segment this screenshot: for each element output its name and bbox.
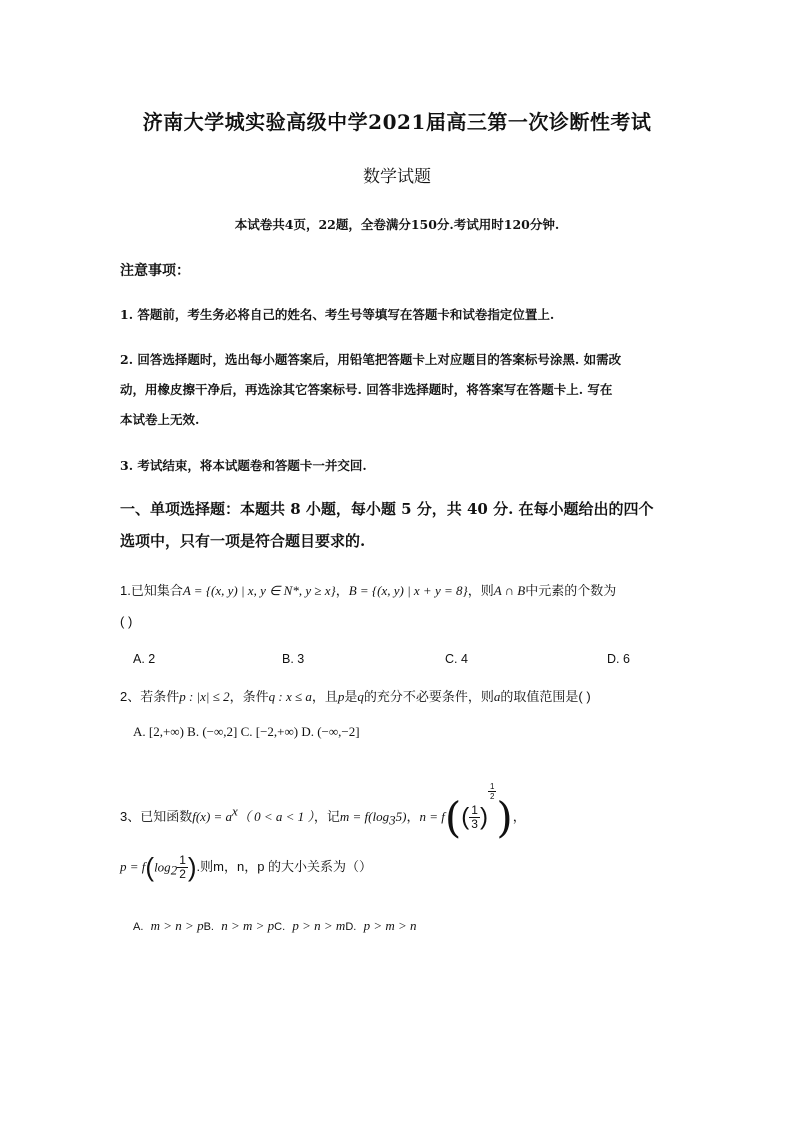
q1-option-b: B. 3: [282, 652, 305, 666]
q2-cond-p: p : |x| ≤ 2: [179, 689, 230, 704]
q3-func-exp: x: [232, 803, 238, 819]
question-1: [120, 580, 616, 599]
q3-m-end: 5): [395, 809, 407, 824]
q2-mid-2: ，且: [311, 689, 338, 704]
q3-p-expr: p = f: [120, 858, 146, 874]
q3-opt-b: n > m > p: [221, 918, 275, 933]
q1-paren: ( ): [120, 614, 133, 629]
q2-mid-1: ，条件: [229, 689, 269, 704]
q3-opt-b-label: B.: [203, 921, 214, 933]
notice-item-2-line-3: 本试卷上无效.: [120, 412, 200, 427]
exam-info: 本试卷共4页，22题，全卷满分150分.考试用时120分钟.: [234, 217, 560, 232]
q3-tail: ，: [512, 809, 526, 824]
section-1-heading-line-1: 一、单项选择题：本题共 8 小题，每小题 5 分，共 40 分. 在每小题给出的四个: [120, 500, 654, 518]
q2-var-p: p: [337, 689, 345, 704]
q3-func: f(x) = a: [192, 809, 233, 824]
q1-set-a: A = {(x, y) | x, y ∈ N*, y ≥ x}: [182, 583, 336, 598]
q3-m-expr: m = f(log: [339, 809, 390, 824]
q2-cond-q: q : x ≤ a: [268, 689, 312, 704]
q3-cond: （ 0 < a < 1 ）: [237, 809, 314, 824]
q3-mid-1: ，记: [313, 809, 340, 824]
q2-var-q: q: [357, 689, 364, 704]
q3-n-exponent: $\frac{1}{2}$: [489, 782, 495, 801]
section-1-heading-line-2: 选项中，只有一项是符合题目要求的.: [120, 532, 366, 550]
question-2: [120, 686, 591, 705]
q1-suffix: 中元素的个数为: [525, 583, 617, 598]
q3-suffix: .则m，n，p 的大小关系为（）: [196, 858, 373, 874]
q3-opt-d-label: D.: [345, 921, 357, 933]
q3-opt-c: p > n > m: [292, 918, 346, 933]
q1-option-d: D. 6: [607, 652, 630, 666]
q1-prefix: 1.已知集合: [120, 583, 183, 598]
notice-item-2-line-2: 动，用橡皮擦干净后，再选涂其它答案标号. 回答非选择题时，将答案写在答题卡上. 写在: [120, 382, 613, 397]
q1-set-b: B = {(x, y) | x + y = 8}: [348, 583, 468, 598]
question-3-line-1: 3、已知函数$f(x) = a^x$（ 0 < a < 1 ），记$m = f(\log_35)$，n = f(( $\frac{1}{3}$ ) $\frac{1}{2}$ )，: [120, 782, 526, 843]
q1-expr: A ∩ B: [493, 583, 526, 598]
q3-opt-a: m > n > p: [150, 918, 204, 933]
q3-opt-d: p > m > n: [363, 918, 417, 933]
notice-item-1: 1. 答题前，考生务必将自己的姓名、考生号等填写在答题卡和试卷指定位置上.: [120, 307, 555, 322]
notice-item-3: 3. 考试结束，将本试题卷和答题卡一并交回.: [120, 458, 367, 473]
question-3-line-2: $p = f(\log_2$ $\frac{1}{2}$ ).则m，n，p 的大小关系为（）: [120, 852, 373, 882]
q3-m-sub: 3: [389, 812, 396, 828]
q1-option-c: C. 4: [445, 652, 468, 666]
q3-opt-c-label: C.: [274, 921, 286, 933]
q3-log2: log: [154, 859, 171, 875]
q1-mid: ，则: [467, 583, 494, 598]
q2-var-a: a: [493, 689, 501, 704]
q1-option-a: A. 2: [133, 652, 156, 666]
notice-heading: 注意事项：: [120, 263, 190, 279]
q2-mid-3: 是: [344, 689, 358, 704]
q2-mid-4: 的充分不必要条件，则: [363, 689, 494, 704]
q2-prefix: 2、若条件: [120, 689, 180, 704]
q3-sep: ，: [406, 809, 420, 824]
q3-opt-a-label: A.: [133, 921, 144, 933]
q3-n-expr: n = f: [419, 809, 445, 824]
q2-suffix: 的取值范围是( ): [500, 689, 591, 704]
exam-title: 济南大学城实验高级中学2021届高三第一次诊断性考试: [142, 110, 652, 134]
q3-p-fraction: $\frac{1}{2}$: [179, 853, 186, 881]
q3-prefix: 3、已知函数: [120, 809, 193, 824]
exam-subject: 数学试题: [363, 167, 431, 187]
notice-item-2-line-1: 2. 回答选择题时，选出每小题答案后，用铅笔把答题卡上对应题目的答案标号涂黑. 如需改: [120, 352, 622, 367]
q3-options: [133, 918, 417, 934]
q2-options: A. [2,+∞) B. (−∞,2] C. [−2,+∞) D. (−∞,−2]: [133, 724, 360, 739]
q3-n-fraction: $\frac{1}{3}$: [471, 803, 478, 832]
q1-sep: ，: [335, 583, 349, 598]
